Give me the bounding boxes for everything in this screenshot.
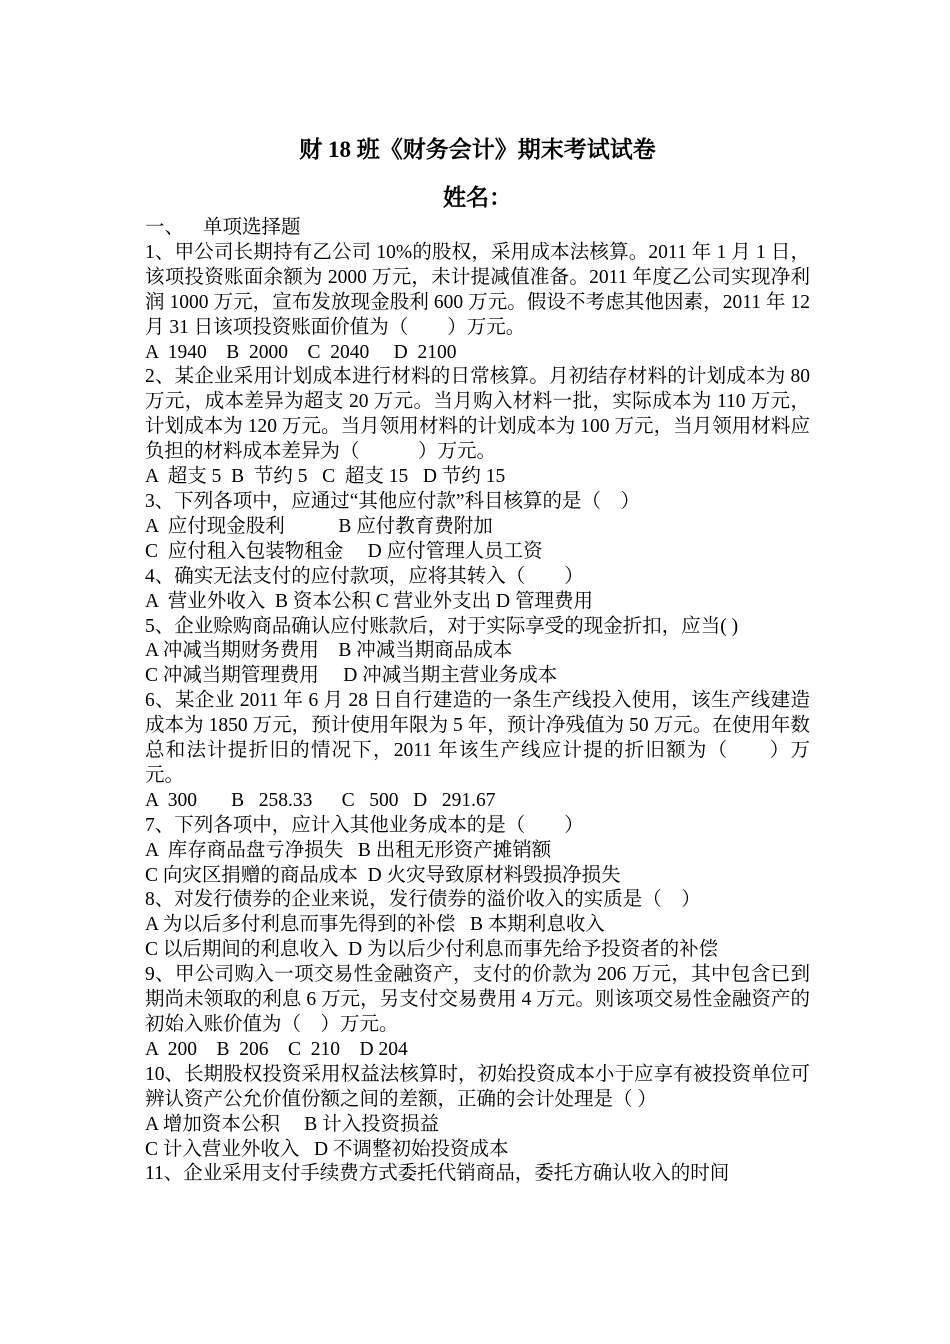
answer-options: C 计入营业外收入 D 不调整初始投资成本	[145, 1138, 509, 1160]
question-text: 2、某企业采用计划成本进行材料的日常核算。月初结存材料的计划成本为 80 万元，成本差异为超支 20 万元。当月购入材料一批，实际成本为 110 万元，计划成本为 120 万元。当月领用材料的计划成本为 100 万元，当月领用材料应负担的材料成本差异为（ ）万元。	[145, 366, 810, 463]
question-text: 9、甲公司购入一项交易性金融资产，支付的价款为 206 万元，其中包含已到期尚未领取的利息 6 万元，另支付交易费用 4 万元。则该项交易性金融资产的初始入账价值为（ ）万元。	[145, 964, 810, 1035]
question-text: 10、长期股权投资采用权益法核算时，初始投资成本小于应享有被投资单位可辨认资产公允价值份额之间的差额，正确的会计处理是（ ）	[145, 1063, 810, 1110]
section-heading	[145, 216, 810, 241]
answer-options: A 应付现金股利 B 应付教育费附加	[145, 515, 493, 537]
exam-page	[145, 130, 810, 1187]
question-text: 5、企业赊购商品确认应付账款后，对于实际享受的现金折扣，应当( )	[145, 615, 739, 637]
question-item	[145, 888, 810, 963]
question-item	[145, 365, 810, 490]
answer-options: A 冲减当期财务费用 B 冲减当期商品成本	[145, 640, 513, 662]
question-text: 6、某企业 2011 年 6 月 28 日自行建造的一条生产线投入使用，该生产线建造成本为 1850 万元，预计使用年限为 5 年，预计净残值为 50 万元。在使用年数总和法计提折旧的情况下，2011 年该生产线应计提的折旧额为（ ）万元。	[145, 690, 810, 786]
answer-options: A 库存商品盘亏净损失 B 出租无形资产摊销额	[145, 839, 552, 861]
question-item	[145, 814, 810, 889]
question-item	[145, 241, 810, 366]
answer-options: C 应付租入包装物租金 D 应付管理人员工资	[145, 540, 543, 562]
answer-options: A 1940 B 2000 C 2040 D 2100	[145, 341, 457, 363]
answer-options: C 以后期间的利息收入 D 为以后少付利息而事先给予投资者的补偿	[145, 939, 719, 961]
answer-options: A 为以后多付利息而事先得到的补偿 B 本期利息收入	[145, 914, 605, 936]
question-text: 4、确实无法支付的应付款项，应将其转入（ ）	[145, 565, 584, 587]
question-item	[145, 615, 810, 690]
answer-options: C 冲减当期管理费用 D 冲减当期主营业务成本	[145, 665, 558, 687]
section-number: 一、	[145, 217, 185, 238]
question-text: 7、下列各项中，应计入其他业务成本的是（ ）	[145, 814, 584, 836]
name-field-label: 姓名：	[443, 185, 512, 210]
question-text: 11、企业采用支付手续费方式委托代销商品，委托方确认收入的时间	[145, 1163, 730, 1185]
section-title: 单项选择题	[203, 217, 301, 238]
question-item	[145, 963, 810, 1063]
question-item	[145, 565, 810, 615]
answer-options: C 向灾区捐赠的商品成本 D 火灾导致原材料毁损净损失	[145, 864, 621, 886]
question-text: 1、甲公司长期持有乙公司 10%的股权，采用成本法核算。2011 年 1 月 1 日，该项投资账面余额为 2000 万元，未计提减值准备。2011 年度乙公司实现净利润 1000 万元，宣布发放现金股利 600 万元。假设不考虑其他因素，2011 年 12 月 31 日该项投资账面价值为（ ）万元。	[145, 241, 810, 338]
answer-options: A 200 B 206 C 210 D 204	[145, 1038, 408, 1060]
answer-options: A 300 B 258.33 C 500 D 291.67	[145, 789, 496, 811]
question-item	[145, 1162, 810, 1187]
answer-options: A 营业外收入 B 资本公积 C 营业外支出 D 管理费用	[145, 590, 593, 612]
answer-options: A 增加资本公积 B 计入投资损益	[145, 1113, 440, 1135]
question-text: 3、下列各项中，应通过“其他应付款”科目核算的是（ ）	[145, 490, 641, 512]
exam-body	[145, 216, 810, 1187]
page-title: 财 18 班《财务会计》期末考试试卷	[299, 137, 656, 162]
question-item	[145, 689, 810, 814]
question-list	[145, 241, 810, 1187]
question-item	[145, 1063, 810, 1163]
question-text: 8、对发行债券的企业来说，发行债券的溢价收入的实质是（ ）	[145, 889, 701, 911]
answer-options: A 超支 5 B 节约 5 C 超支 15 D 节约 15	[145, 466, 506, 488]
question-item	[145, 490, 810, 565]
